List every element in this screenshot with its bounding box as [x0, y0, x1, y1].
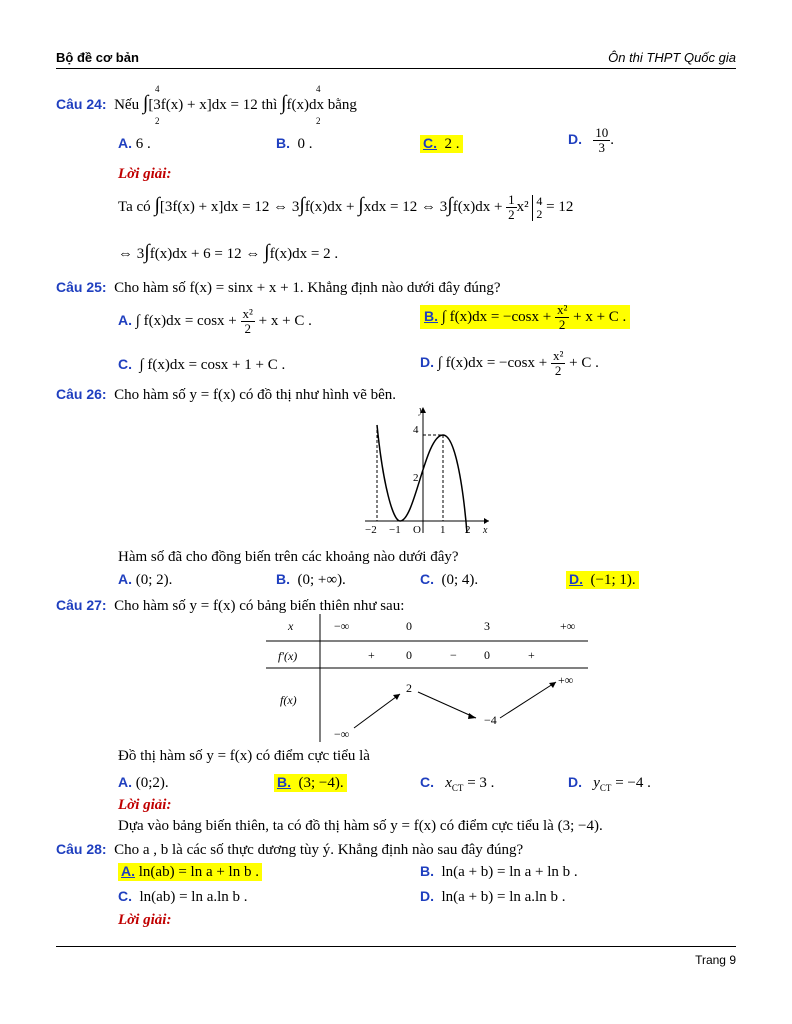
- q27-solution-label: Lời giải:: [118, 797, 172, 813]
- text: f(x)dx + 6 = 12 ⇔: [149, 246, 261, 262]
- q25-stem-text: Cho hàm số f(x) = sinx + x + 1. Khẳng định nào dưới đây đúng?: [114, 280, 501, 296]
- variation-table: [266, 614, 590, 744]
- denominator: 3: [598, 140, 605, 155]
- q27-stem-text: Cho hàm số y = f(x) có bảng biến thiên như sau:: [114, 598, 405, 614]
- fprime-row-label: f′(x): [278, 649, 298, 663]
- origin-label: O: [413, 524, 421, 536]
- option-value: = −4 .: [615, 775, 651, 791]
- option-value: ln(ab) = ln a.ln b .: [139, 889, 248, 905]
- option-letter: A.: [118, 135, 132, 151]
- option-letter: D.: [568, 774, 582, 790]
- q24-option-a[interactable]: [118, 135, 151, 153]
- f-row-label: f(x): [280, 693, 297, 707]
- q24-solution-label: Lời giải:: [118, 166, 172, 182]
- option-letter: A.: [121, 863, 135, 879]
- evaluation-bar: 4 2: [532, 195, 542, 221]
- integral-sign: ∫: [154, 193, 160, 216]
- q26-option-d[interactable]: [566, 571, 639, 589]
- option-letter: D.: [569, 571, 583, 587]
- q28-label: Câu 28:: [56, 841, 107, 857]
- q26-option-b[interactable]: [276, 571, 346, 589]
- q25-option-c[interactable]: [118, 356, 285, 374]
- q27-option-a[interactable]: [118, 774, 169, 792]
- q28-stem-text: Cho a , b là các số thực dương tùy ý. Khẳng định nào sau đây đúng?: [114, 842, 524, 858]
- option-value: (0; 4).: [441, 572, 479, 588]
- q28-option-d[interactable]: [420, 888, 565, 906]
- limit-lower: 2: [316, 116, 321, 126]
- limit-lower: 2: [155, 116, 160, 126]
- x-value: +∞: [560, 619, 576, 633]
- increase-arrow: [354, 694, 400, 728]
- q28-option-b[interactable]: [420, 863, 578, 881]
- q26-question: Hàm số đã cho đồng biến trên các khoảng nào dưới đây?: [118, 549, 459, 565]
- function-curve: [377, 425, 467, 533]
- q24-stem-pre: Nếu: [114, 97, 140, 113]
- option-value: + x + C .: [258, 312, 312, 329]
- option-value: 2 .: [444, 136, 460, 152]
- option-letter: C.: [118, 888, 132, 904]
- q27-solution-text: Dựa vào bảng biến thiên, ta có đồ thị hàm số y = f(x) có điểm cực tiểu là (3; −4).: [118, 818, 603, 834]
- f-value: 2: [406, 681, 412, 695]
- page-footer: [56, 946, 736, 967]
- decrease-arrow: [418, 692, 476, 718]
- text: f(x)dx +: [304, 198, 355, 215]
- option-value: ln(a + b) = ln a + ln b .: [441, 864, 578, 880]
- fraction: $\frac{\text{x²}}{2}$: [242, 306, 253, 336]
- text: f(x)dx +: [452, 198, 503, 215]
- integral-sign: ∫: [144, 241, 150, 263]
- text: [3f(x) + x]dx = 12 ⇔ 3: [159, 198, 300, 215]
- subscript: CT: [599, 783, 612, 793]
- subscript: CT: [451, 783, 464, 793]
- q25-option-b[interactable]: [420, 303, 630, 332]
- q25-stem: [56, 279, 500, 297]
- q25-option-a[interactable]: [118, 307, 312, 336]
- q28-stem: [56, 841, 523, 859]
- option-value: (0;2).: [135, 775, 169, 791]
- x-value: 3: [484, 619, 490, 633]
- f-value: +∞: [558, 673, 574, 687]
- q24-option-d[interactable]: D. $\frac{10}{3}$ .: [568, 125, 614, 155]
- q27-option-d[interactable]: [568, 774, 651, 793]
- option-value: ∫ f(x)dx = −cosx +: [441, 308, 552, 325]
- option-value: (3; −4).: [298, 775, 344, 791]
- q27-option-b[interactable]: [274, 774, 347, 792]
- text: xdx = 12 ⇔ 3: [363, 198, 448, 215]
- integral-sign: ∫: [142, 92, 149, 114]
- q24-option-c[interactable]: [420, 135, 463, 153]
- option-letter: B.: [276, 135, 290, 151]
- option-letter: C.: [118, 356, 132, 372]
- header-right: Ôn thi THPT Quốc gia: [608, 50, 736, 65]
- q24-solution-line-1: [118, 193, 573, 222]
- option-value: 0 .: [297, 136, 313, 152]
- x-axis-arrow: [484, 518, 489, 524]
- q26-stem: [56, 386, 396, 404]
- q27-option-c[interactable]: [420, 774, 494, 793]
- q24-option-b[interactable]: [276, 135, 313, 153]
- option-letter: B.: [277, 774, 291, 790]
- option-letter: B.: [424, 307, 438, 324]
- arrow-head: [549, 682, 556, 688]
- option-letter: C.: [423, 135, 437, 151]
- x-tick-2: 2: [465, 524, 471, 536]
- option-letter: A.: [118, 311, 132, 328]
- option-value: (−1; 1).: [590, 572, 636, 588]
- function-graph: [355, 405, 495, 537]
- text: ⇔ 3: [118, 246, 145, 262]
- text: Ta có: [118, 198, 151, 215]
- page-number: Trang 9: [695, 953, 736, 967]
- q26-option-c[interactable]: [420, 571, 478, 589]
- q28-option-c[interactable]: [118, 888, 248, 906]
- q26-stem-text: Cho hàm số y = f(x) có đồ thị như hình vẽ bên.: [114, 387, 397, 403]
- x-tick-minus2: −2: [365, 524, 377, 536]
- x-tick-minus1: −1: [389, 524, 401, 536]
- q24-stem: [56, 92, 357, 115]
- option-letter: B.: [276, 571, 290, 587]
- q28-solution-label: Lời giải:: [118, 912, 172, 928]
- arrow-head: [468, 713, 476, 719]
- option-letter: C.: [420, 774, 434, 790]
- option-letter: C.: [420, 571, 434, 587]
- fraction: $\frac{\text{x²}}{2}$: [556, 302, 568, 332]
- option-letter: D.: [420, 353, 434, 370]
- fprime-sign: +: [528, 648, 535, 662]
- f-value: −∞: [334, 727, 350, 741]
- integral-sign: ∫: [299, 193, 305, 216]
- option-value: + C .: [569, 354, 599, 371]
- increase-arrow: [500, 682, 556, 718]
- text: f(x)dx = 2 .: [269, 246, 339, 262]
- option-value: + x + C .: [573, 308, 627, 325]
- q26-label: Câu 26:: [56, 386, 107, 402]
- fprime-sign: +: [368, 648, 375, 662]
- option-letter: B.: [420, 863, 434, 879]
- option-value: ln(a + b) = ln a.ln b .: [441, 889, 566, 905]
- x-row-label: x: [288, 619, 294, 633]
- q28-option-a[interactable]: [118, 863, 262, 881]
- text: = 12: [546, 198, 574, 215]
- option-letter: D.: [568, 130, 582, 147]
- arrow-head: [393, 694, 400, 700]
- q24-stem-post: f(x)dx bằng: [286, 97, 357, 113]
- fprime-value: 0: [484, 648, 490, 662]
- integral-sign: ∫: [281, 92, 287, 114]
- option-value: 6 .: [135, 136, 151, 152]
- q24-stem-mid: [3f(x) + x]dx = 12 thì: [148, 97, 278, 113]
- x-value: 0: [406, 619, 412, 633]
- option-letter: A.: [118, 571, 132, 587]
- x-value: −∞: [334, 619, 350, 633]
- q27-label: Câu 27:: [56, 597, 107, 613]
- option-letter: A.: [118, 774, 132, 790]
- q27-stem: [56, 597, 404, 615]
- f-value: −4: [484, 713, 497, 727]
- integral-sign: ∫: [358, 193, 364, 216]
- option-value: ln(ab) = ln a + ln b .: [138, 864, 259, 880]
- option-value: ∫ f(x)dx = cosx +: [135, 312, 237, 329]
- option-value: (0; 2).: [135, 572, 173, 588]
- option-value: ∫ f(x)dx = cosx + 1 + C .: [139, 357, 286, 373]
- text: x²: [516, 198, 529, 215]
- y-tick-4: 4: [413, 424, 419, 436]
- page-header: [56, 48, 736, 69]
- q24-solution-line-2: [118, 241, 338, 264]
- option-value: ∫ f(x)dx = −cosx +: [437, 354, 548, 371]
- q24-label: Câu 24:: [56, 96, 107, 112]
- fraction: [593, 126, 610, 155]
- y-tick-2: 2: [413, 472, 419, 484]
- option-value: (0; +∞).: [297, 572, 346, 588]
- q27-question: Đồ thị hàm số y = f(x) có điểm cực tiểu là: [118, 748, 370, 764]
- option-letter: D.: [420, 888, 434, 904]
- fprime-value: 0: [406, 648, 412, 662]
- fraction: $\frac{1}{2}$: [508, 192, 515, 222]
- limit-upper: 4: [155, 84, 160, 94]
- q25-label: Câu 25:: [56, 279, 107, 295]
- x-tick-1: 1: [440, 524, 446, 536]
- numerator: 10: [595, 125, 609, 140]
- option-value: y: [593, 775, 600, 791]
- integral-sign: ∫: [447, 193, 453, 216]
- fraction: $\frac{\text{x²}}{2}$: [552, 348, 564, 378]
- option-value: = 3 .: [467, 775, 495, 791]
- header-left: Bộ đề cơ bản: [56, 50, 139, 65]
- q25-option-d[interactable]: [420, 349, 599, 378]
- integral-sign: ∫: [264, 241, 270, 263]
- fprime-sign: −: [450, 648, 457, 662]
- option-value: x: [445, 775, 452, 791]
- y-axis-label: y: [419, 405, 424, 416]
- limit-upper: 4: [316, 84, 321, 94]
- q26-option-a[interactable]: [118, 571, 172, 589]
- x-axis-label: x: [483, 525, 488, 536]
